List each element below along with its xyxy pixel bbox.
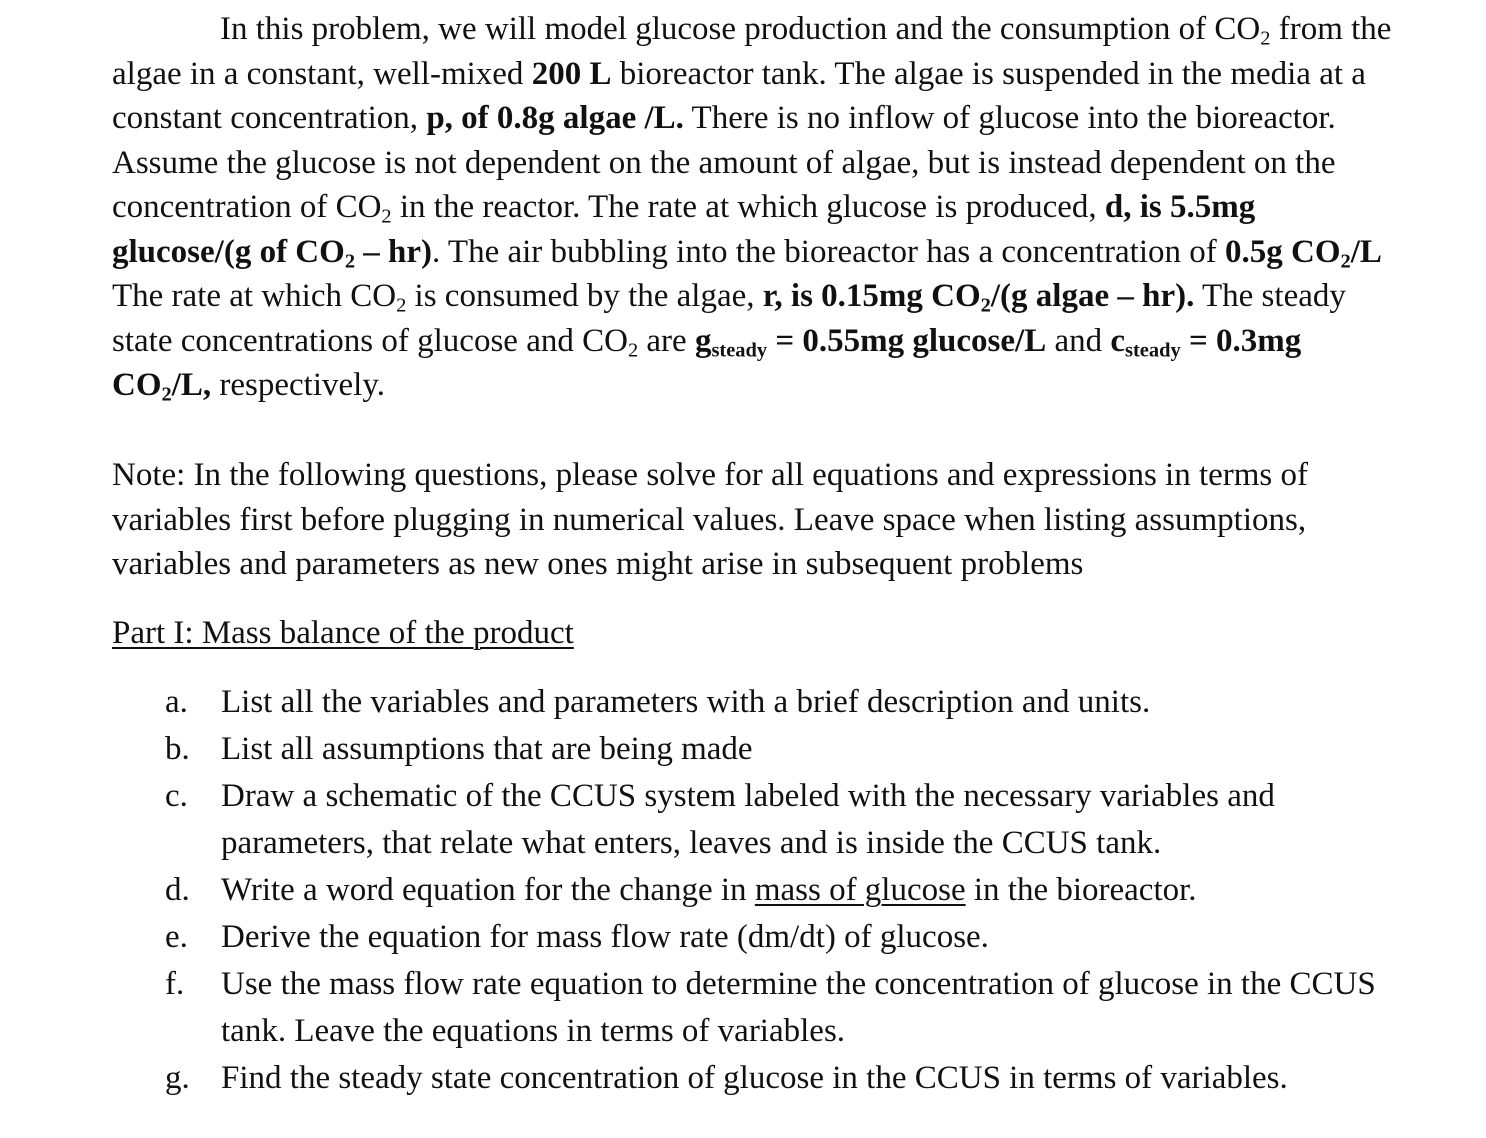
intro-line-9: $CO_2/L$, respectively. — [112, 367, 385, 406]
intro-line-8: state concentrations of glucose and $CO_2$ are $g_{steady} = 0.55mg$ glucose/L and $c_{steady} = 0.3mg$ — [112, 322, 1302, 362]
question-item-e: e. Derive the equation for mass flow rate (dm/dt) of glucose. — [0, 914, 1486, 961]
intro-line-6: glucose/(g of $CO_2 - hr$). The air bubbling into the bioreactor has a concentration of 0.5g $CO_2/L$ — [112, 233, 1382, 273]
co2-consumption-rate: r, is 0.15mg CO — [762, 278, 981, 314]
note-line-1: Note: In the following questions, please solve for all equations and expressions in terms of — [112, 457, 1309, 493]
question-item-b: b. List all assumptions that are being made — [0, 726, 1486, 773]
question-marker: e. — [165, 919, 188, 955]
question-marker: b. — [165, 731, 190, 767]
c-steady-value: = 0.3mg — [1180, 322, 1302, 359]
intro-line-7: The rate at which $CO_2$ is consumed by the algae, r, is 0.15mg $CO_2/(g$ algae – hr). The steady — [112, 278, 1346, 317]
intro-line-3: constant concentration, p, of 0.8g algae /L. There is no inflow of glucose into the bioreactor. — [112, 100, 1336, 136]
question-marker: f. — [165, 966, 185, 1002]
glucose-rate: d, is 5.5mg — [1104, 189, 1256, 225]
question-item-f: f. Use the mass flow rate equation to determine the concentration of glucose in the CCUS tank. Leave the equations in terms of variables. — [0, 961, 1486, 1055]
intro-line-1: In this problem, we will model glucose production and the consumption of $CO_2$ from the — [220, 11, 1392, 50]
g-steady-symbol: g — [694, 322, 712, 359]
intro-line-5: concentration of $CO_2$ in the reactor. The rate at which glucose is produced, d, is 5.5mg — [112, 189, 1256, 228]
note-line-2: variables first before plugging in numerical values. Leave space when listing assumptions, — [112, 501, 1307, 538]
question-item-c: c. Draw a schematic of the CCUS system labeled with the necessary variables and parameters, that relate what enters, leaves and is inside the CCUS tank. — [0, 773, 1486, 867]
problem-statement — [112, 7, 1486, 408]
underlined-term: mass of glucose — [754, 872, 966, 908]
question-marker: c. — [165, 778, 188, 814]
tank-volume: 200 L — [531, 55, 612, 92]
question-item-g: g. Find the steady state concentration of glucose in the CCUS in terms of variables. — [0, 1055, 1486, 1102]
note-paragraph — [112, 453, 1486, 587]
question-item-d: d. Write a word equation for the change in mass of glucose in the bioreactor. — [0, 867, 1486, 914]
algae-concentration: p, of 0.8g algae /L. — [426, 100, 684, 136]
question-marker: a. — [165, 684, 188, 720]
g-steady-value: = 0.55mg glucose/L — [767, 322, 1047, 359]
note-line-3: variables and parameters as new ones might arise in subsequent problems — [112, 546, 1084, 582]
air-co2-concentration: 0.5g CO — [1225, 233, 1341, 270]
question-marker: g. — [165, 1060, 190, 1096]
part-heading: Part I: Mass balance of the product — [112, 615, 574, 651]
intro-line-4: Assume the glucose is not dependent on the amount of algae, but is instead dependent on the — [112, 144, 1336, 181]
question-item-a: a. List all the variables and parameters with a brief description and units. — [0, 679, 1486, 726]
question-marker: d. — [165, 872, 190, 908]
question-list — [0, 679, 1486, 1102]
c-steady-symbol: c — [1110, 322, 1126, 359]
intro-line-2: algae in a constant, well-mixed 200 L bioreactor tank. The algae is suspended in the media at a — [112, 55, 1366, 92]
